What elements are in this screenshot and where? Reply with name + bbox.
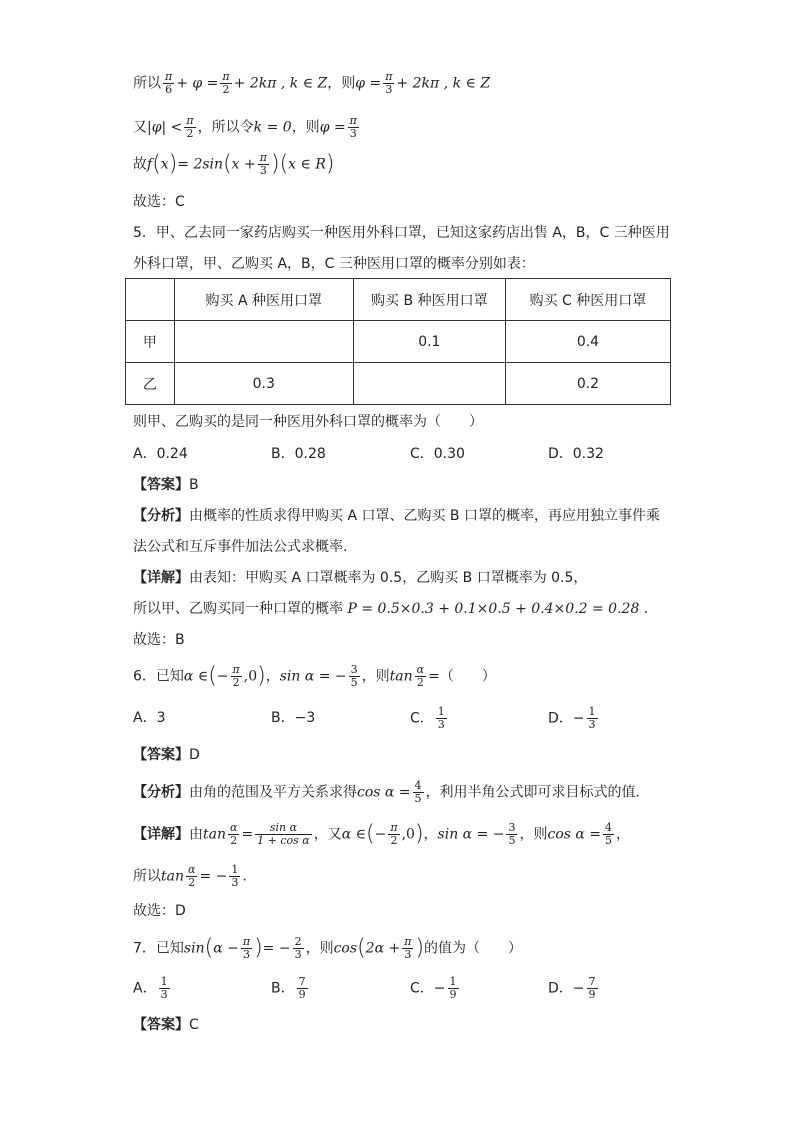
frac: $\frac{7}{9}$ [588, 975, 596, 1001]
frac: $\frac{\alpha}{2}$ [230, 821, 238, 847]
table-cell [353, 363, 505, 405]
answer-value: D [189, 747, 200, 763]
text: C．− [410, 980, 446, 997]
q5-stem-2: 外科口罩，甲、乙购买 A，B，C 三种医用口罩的概率分别如表： [133, 256, 535, 272]
q5-option-c: C．0.30 [410, 446, 465, 462]
q4-line-1: 所以 $\frac{\pi}{6}$ + φ = $\frac{\pi}{2}$ + 2kπ , k ∈ Z，则φ = $\frac{\pi}{3}$ + 2kπ , k ∈ Z [133, 70, 491, 96]
table-cell: 甲 [126, 321, 175, 363]
frac: $\frac{1}{3}$ [437, 705, 445, 731]
table-cell [174, 321, 353, 363]
table-cell: 0.3 [174, 363, 353, 405]
text: 由 [189, 826, 203, 843]
q5-option-a: A．0.24 [133, 446, 188, 462]
table-cell: 0.4 [505, 321, 670, 363]
answer-value: B [189, 477, 199, 493]
q6-detail: 【详解】由tan $\frac{\alpha}{2}$ = $\frac{\text{sin α}}{\text{1 + cos α}}$ ，又α ∈(− $\frac{\pi}{2}$ ,0)，sin α = − $\frac{3}{5}$ ，则cos α = $\frac{4}{5}$ ， [133, 821, 631, 847]
answer-tag: 【答案】 [133, 747, 189, 763]
text: 由概率的性质求得甲购买 A 口罩、乙购买 B 口罩的概率，再应用独立事件乘 [189, 508, 660, 524]
frac: $\frac{\pi}{2}$ [390, 821, 398, 847]
q7-option-d [548, 976, 600, 1001]
text: ，则 [291, 119, 320, 136]
table-row [126, 363, 671, 405]
detail-tag: 【详解】 [133, 570, 189, 586]
q6-choice: 故选：D [133, 903, 186, 919]
table-header: 购买 A 种医用口罩 [174, 279, 353, 321]
table-cell: 乙 [126, 363, 175, 405]
probability-table [125, 278, 671, 405]
q5-detail-2 [133, 599, 648, 619]
frac: $\frac{\pi}{3}$ [259, 151, 267, 177]
text: 故 [133, 156, 147, 173]
q7-stem: 7．已知sin(α − $\frac{\pi}{3}$ )= − $\frac{2}{3}$ ，则cos(2α + $\frac{\pi}{3}$ )的值为（ ） [133, 935, 523, 961]
frac: $\frac{\pi}{2}$ [222, 70, 230, 96]
q5-question: 则甲、乙购买的是同一种医用外科口罩的概率为（ ） [133, 414, 483, 430]
q7-option-c [410, 976, 461, 1001]
text: ，利用半角公式即可求目标式的值. [425, 784, 640, 801]
frac: $\frac{1}{3}$ [231, 863, 239, 889]
frac: $\frac{1}{3}$ [588, 705, 596, 731]
q4-line-2: 又|φ| < $\frac{\pi}{2}$ ，所以令k = 0，则φ = $\frac{\pi}{3}$ [133, 114, 357, 140]
frac: $\frac{\pi}{3}$ [349, 114, 357, 140]
text: 由表知：甲购买 A 口罩概率为 0.5，乙购买 B 口罩概率为 0.5， [189, 570, 588, 586]
q5-option-d: D．0.32 [548, 446, 604, 462]
q5-analysis-2: 法公式和互斥事件加法公式求概率. [133, 539, 348, 555]
q7-option-a [133, 976, 172, 1001]
text: 7．已知 [133, 940, 184, 957]
text: ，所以令 [197, 119, 254, 136]
table-header: 购买 C 种医用口罩 [505, 279, 670, 321]
answer-value: C [189, 1017, 199, 1033]
q5-stem-1: 5．甲、乙去同一家药店购买一种医用外科口罩，已知这家药店出售 A，B，C 三种医用 [133, 225, 670, 241]
analysis-tag: 【分析】 [133, 508, 189, 524]
q6-stem: 6．已知α ∈(− $\frac{\pi}{2}$ ,0)，sin α = − $\frac{3}{5}$ ，则tan $\frac{\alpha}{2}$ =（ ） [133, 663, 496, 689]
text: 又 [133, 119, 147, 136]
text: B． [271, 980, 295, 997]
frac: $\frac{\alpha}{2}$ [416, 663, 425, 689]
frac: $\frac{1}{3}$ [160, 975, 168, 1001]
table-header [126, 279, 175, 321]
frac: $\frac{\pi}{3}$ [385, 70, 393, 96]
text: 的值为（ ） [424, 940, 523, 957]
frac: $\frac{3}{5}$ [508, 821, 516, 847]
text: 所以甲、乙购买同一种口罩的概率 [133, 601, 348, 617]
formula: P = 0.5×0.3 + 0.1×0.5 + 0.4×0.2 = 0.28 . [347, 601, 649, 617]
frac: $\frac{\pi}{2}$ [232, 663, 240, 689]
q5-choice: 故选：B [133, 632, 185, 648]
q7-answer [133, 1015, 199, 1035]
answer-tag: 【答案】 [133, 1017, 189, 1033]
q6-answer [133, 745, 200, 765]
table-cell: 0.2 [505, 363, 670, 405]
text: 6．已知 [133, 668, 184, 685]
q5-detail-1 [133, 568, 587, 588]
frac: $\frac{\pi}{3}$ [242, 935, 251, 961]
q6-option-b: B．−3 [271, 710, 316, 726]
text: 所以 [133, 75, 161, 92]
frac: $\frac{2}{3}$ [294, 935, 302, 961]
frac: $\frac{\alpha}{2}$ [188, 863, 196, 889]
text: ，则 [519, 826, 548, 843]
table-header: 购买 B 种医用口罩 [353, 279, 505, 321]
frac: $\frac{7}{9}$ [298, 975, 306, 1001]
answer-tag: 【答案】 [133, 477, 189, 493]
text: D．− [548, 710, 585, 727]
table-row [126, 321, 671, 363]
q6-analysis: 【分析】由角的范围及平方关系求得cos α = $\frac{4}{5}$ ，利用半角公式即可求目标式的值. [133, 779, 640, 805]
q7-option-b [271, 976, 310, 1001]
text: 则 [341, 75, 356, 92]
frac: $\frac{\pi}{2}$ [186, 114, 194, 140]
text: A． [133, 980, 157, 997]
q5-analysis-1 [133, 506, 660, 526]
q6-option-c [410, 706, 449, 731]
text: 由角的范围及平方关系求得 [189, 784, 357, 801]
frac: $\frac{1}{9}$ [449, 975, 457, 1001]
text: ，则 [361, 668, 390, 685]
q4-answer: 故选：C [133, 194, 185, 210]
text: （ ） [439, 668, 496, 685]
frac: $\frac{4}{5}$ [605, 821, 613, 847]
q5-option-b: B．0.28 [271, 446, 326, 462]
q6-option-d [548, 706, 600, 731]
frac: $\frac{\text{sin α}}{\text{1 + cos α}}$ [257, 821, 310, 847]
frac: $\frac{4}{5}$ [414, 779, 422, 805]
text: ，则 [305, 940, 334, 957]
table-cell: 0.1 [353, 321, 505, 363]
detail-tag: 【详解】 [133, 826, 189, 843]
analysis-tag: 【分析】 [133, 784, 189, 801]
q4-line-3: 故f(x)= 2sin(x + $\frac{\pi}{3}$ )(x ∈ R) [133, 151, 335, 177]
q6-conclusion: 所以tan $\frac{\alpha}{2}$ = − $\frac{1}{3}$ . [133, 863, 247, 889]
text: C． [410, 710, 434, 727]
text: ， [327, 75, 342, 92]
frac: $\frac{\pi}{3}$ [404, 935, 412, 961]
q6-option-a: A．3 [133, 710, 166, 726]
text: D．− [548, 980, 585, 997]
text: ，又 [313, 826, 342, 843]
frac: $\frac{\pi}{6}$ [165, 70, 173, 96]
frac: $\frac{3}{5}$ [350, 663, 358, 689]
q5-answer [133, 475, 199, 495]
text: 所以 [133, 868, 161, 885]
